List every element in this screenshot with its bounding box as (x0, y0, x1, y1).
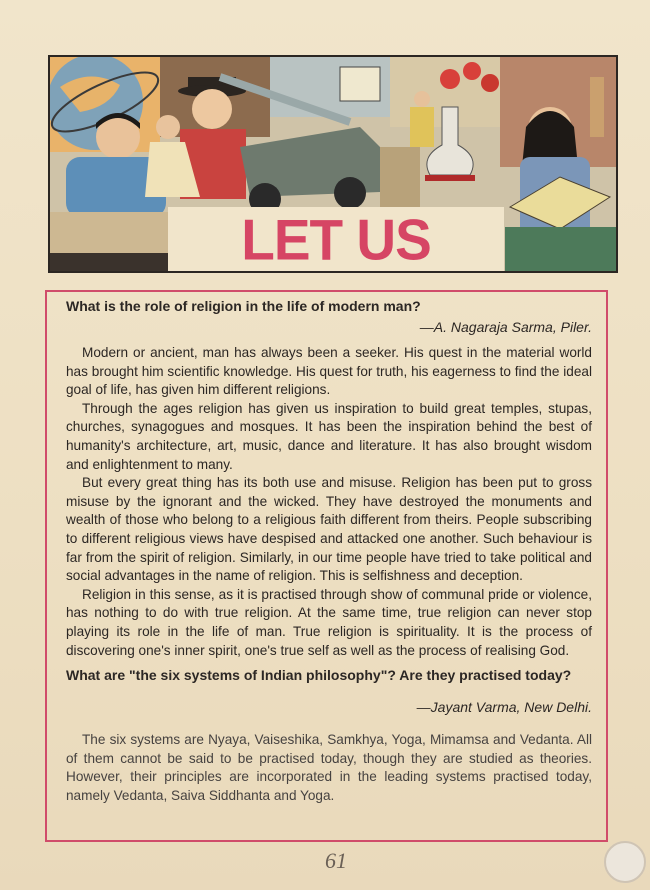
answer-1-paragraph: Modern or ancient, man has always been a seeker. His quest in the material world has brought him scientific knowledge. His quest for truth, his eagerness to find the ideal goal of life, has given him different religions. (66, 345, 592, 398)
question-2: What are "the six systems of Indian philosophy"? Are they practised today? (66, 667, 572, 684)
page-title: LET US (241, 206, 431, 272)
answer-1-paragraph: Through the ages religion has given us inspiration to build great temples, stupas, churches, synagogues and mosques. It has been the inspiration behind the best of humanity's architecture, art, music, dance and literature. It has also brought wisdom and enlightenment to many. (66, 400, 592, 472)
answer-1-paragraph: But every great thing has its both use and misuse. Religion has been put to gross misuse by the ignorant and the wicked. They have destroyed the monuments and wealth of those who belong to a religious faith different from theirs. People subscribing to different religious views have despised and attacked one another. Such behaviour is far from the spirit of religion. Similarly, in our time people have tried to take political and social advantages in the name of religion. This is selfishness and deception. (66, 475, 592, 584)
question-2-author: —Jayant Varma, New Delhi. (416, 699, 592, 716)
answer-1-paragraph: Religion in this sense, as it is practised through show of communal pride or violence, has nothing to do with true religion. At the same time, true religion can never stop playing its role in the life of man. True religion is spirituality. It is the process of discovering one's inner spirit, one's true self as well as the process of realising God. (66, 586, 592, 658)
library-seal-icon (604, 841, 646, 883)
title-plate (168, 207, 504, 271)
question-1-author: —A. Nagaraja Sarma, Piler. (419, 319, 592, 335)
article-body (66, 297, 592, 805)
page-number: 61 (325, 848, 347, 873)
illustrated-banner (48, 55, 618, 273)
answer-2-paragraph: The six systems are Nyaya, Vaiseshika, Samkhya, Yoga, Mimamsa and Vedanta. All of them cannot be said to be practised today, though they are studied as theories. However, their principles are incorporated in the leading systems practised today, namely Vedanta, Saiva Siddhanta and Yoga. (66, 732, 592, 803)
question-1: What is the role of religion in the life of modern man? (66, 298, 421, 314)
